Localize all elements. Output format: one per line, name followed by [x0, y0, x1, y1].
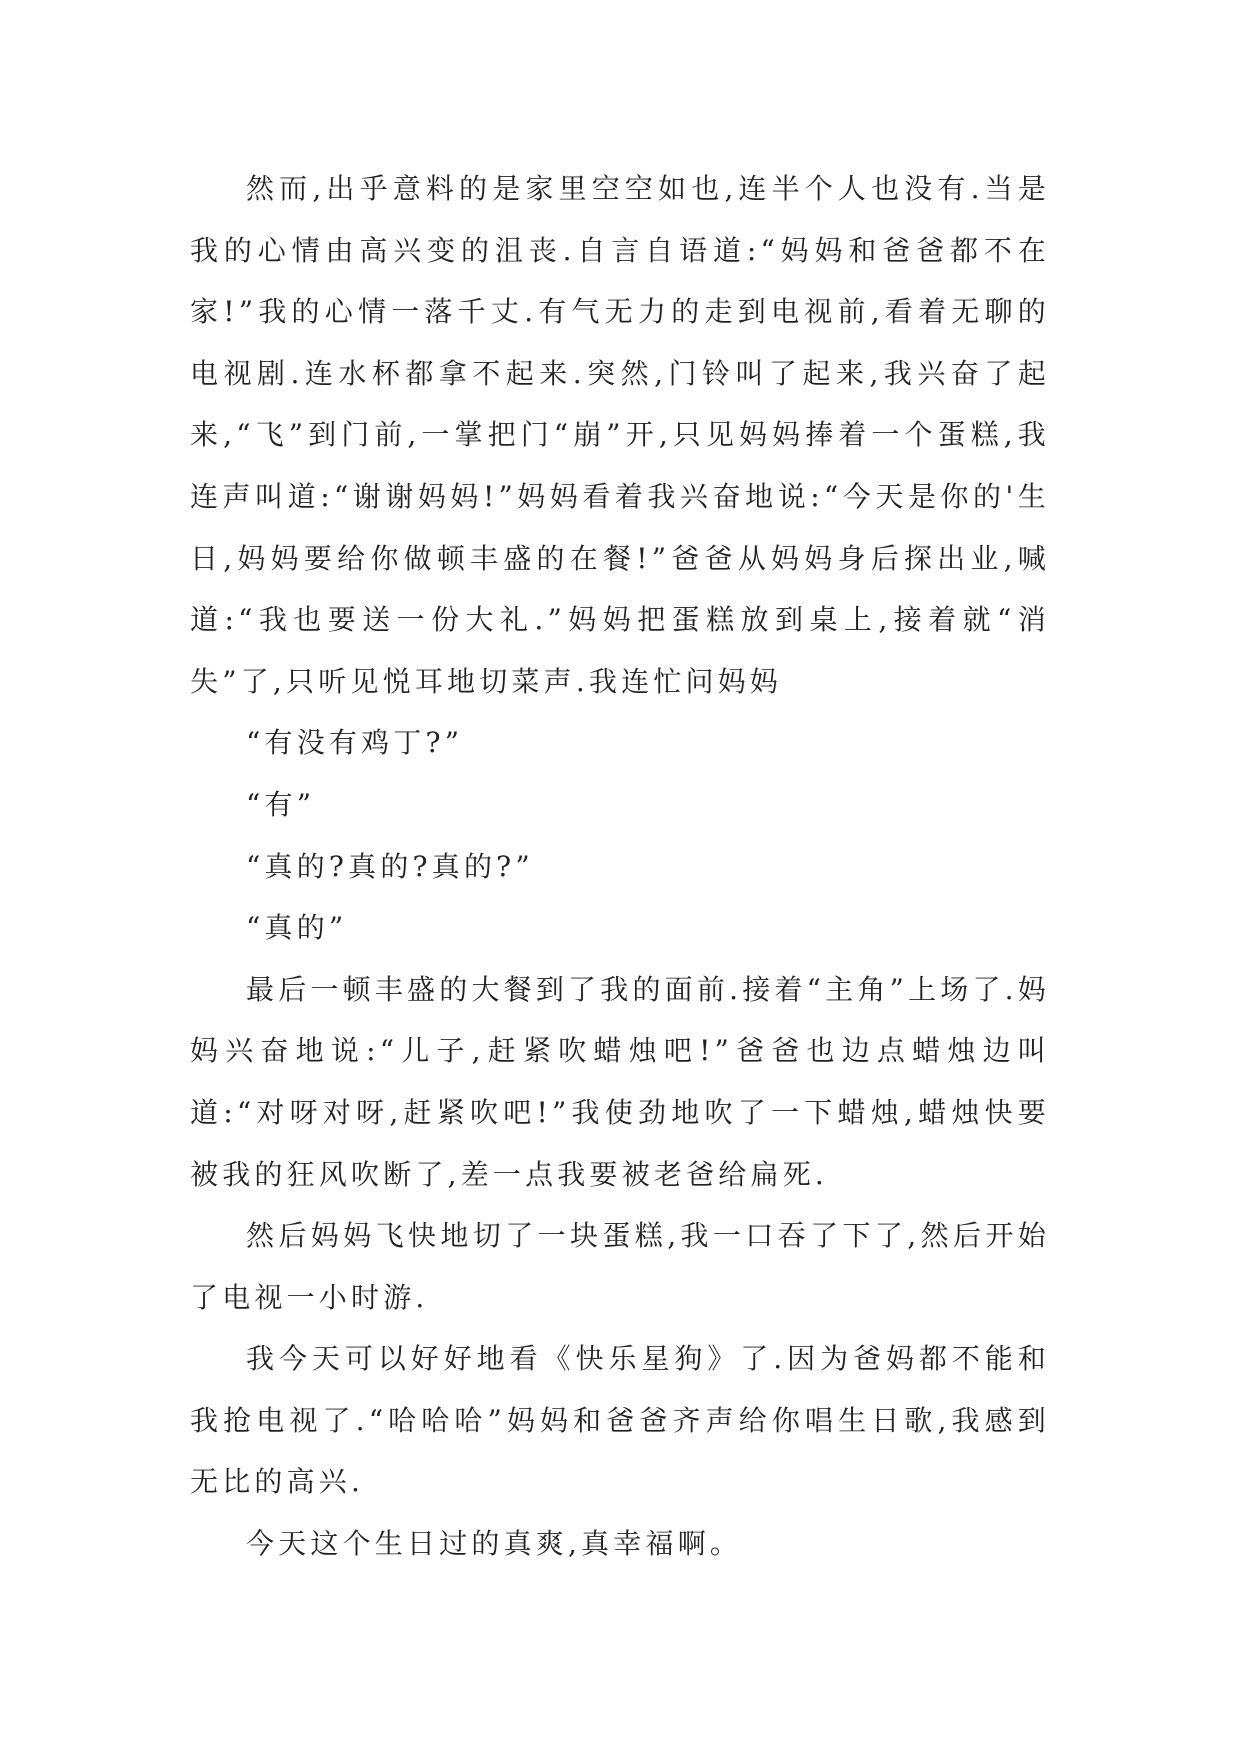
paragraph-1: 然而,出乎意料的是家里空空如也,连半个人也没有.当是我的心情由高兴变的沮丧.自言自语道:“妈妈和爸爸都不在家!”我的心情一落千丈.有气无力的走到电视前,看着无聊的电视剧.连水杯都拿不起来.突然,门铃叫了起来,我兴奋了起来,“飞”到门前,一掌把门“崩”开,只见妈妈捧着一个蛋糕,我连声叫道:“谢谢妈妈!”妈妈看着我兴奋地说:“今天是你的'生日,妈妈要给你做顿丰盛的在餐!”爸爸从妈妈身后探出业,喊道:“我也要送一份大礼.”妈妈把蛋糕放到桌上,接着就“消失”了,只听见悦耳地切菜声.我连忙问妈妈 — [190, 172, 1050, 698]
paragraph-4: “真的?真的?真的?” — [246, 849, 534, 883]
paragraph-8: 我今天可以好好地看《快乐星狗》了.因为爸妈都不能和我抢电视了.“哈哈哈”妈妈和爸爸齐声给你唱生日歌,我感到无比的高兴. — [190, 1342, 1050, 1499]
paragraph-9: 今天这个生日过的真爽,真幸福啊。 — [246, 1527, 743, 1561]
paragraph-5: “真的” — [246, 911, 348, 945]
paragraph-6: 最后一顿丰盛的大餐到了我的面前.接着“主角”上场了.妈妈兴奋地说:“儿子,赶紧吹蜡烛吧!”爸爸也边点蜡烛边叫道:“对呀对呀,赶紧吹吧!”我使劲地吹了一下蜡烛,蜡烛快要被我的狂风吹断了,差一点我要被老爸给扁死. — [190, 972, 1050, 1191]
paragraph-2: “有没有鸡丁?” — [246, 726, 464, 760]
document-body — [190, 158, 1050, 1575]
paragraph-3: “有” — [246, 787, 316, 821]
paragraph-7: 然后妈妈飞快地切了一块蛋糕,我一口吞了下了,然后开始了电视一小时游. — [190, 1219, 1050, 1314]
